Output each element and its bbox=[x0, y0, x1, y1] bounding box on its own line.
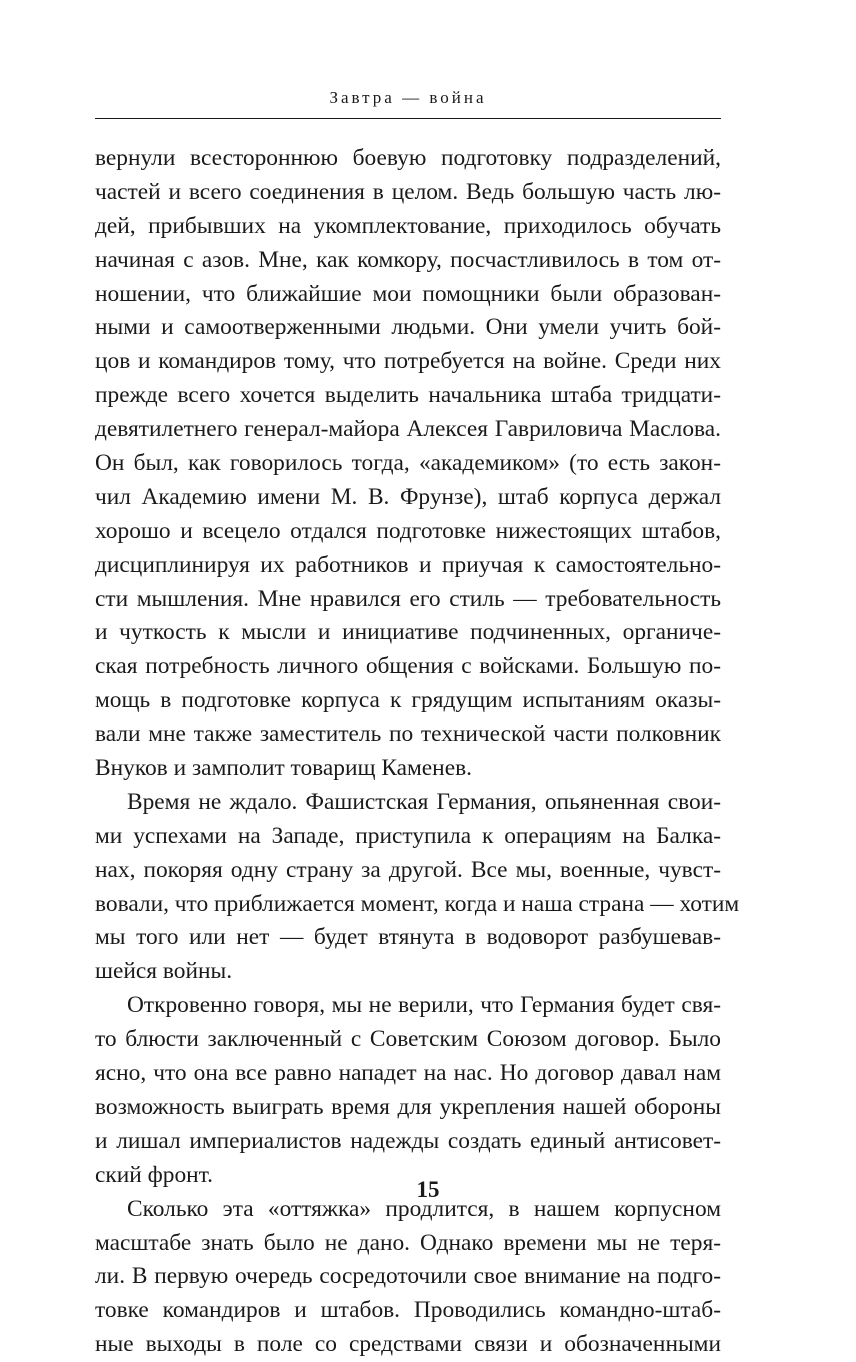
text-line: ношении, что ближайшие мои помощники были образован- bbox=[95, 280, 721, 307]
text-line: вовали, что приближается момент, когда и наша страна — хотим bbox=[95, 890, 740, 917]
paragraph bbox=[95, 786, 740, 989]
paragraph bbox=[95, 142, 721, 786]
text-line: прежде всего хочется выделить начальника штаба тридцати- bbox=[95, 382, 721, 409]
text-line: ными и самоотверженными людьми. Они умели учить бой- bbox=[95, 314, 721, 341]
text-line: товке командиров и штабов. Проводились командно-штаб- bbox=[95, 1297, 721, 1324]
text-line: частей и всего соединения в целом. Ведь большую часть лю- bbox=[95, 178, 721, 205]
text-line: возможность выиграть время для укрепления нашей обороны bbox=[95, 1093, 721, 1120]
text-line: и лишал империалистов надежды создать единый антисовет- bbox=[95, 1127, 721, 1154]
text-line: Внуков и замполит товарищ Каменев. bbox=[95, 755, 472, 782]
text-line: и чуткость к мысли и инициативе подчиненных, органиче- bbox=[95, 619, 721, 646]
text-line: ми успехами на Западе, приступила к операциям на Балка- bbox=[95, 822, 721, 849]
text-line: Откровенно говоря, мы не верили, что Германия будет свя- bbox=[127, 992, 721, 1019]
paragraph bbox=[95, 1193, 721, 1362]
text-line: ский фронт. bbox=[95, 1161, 214, 1188]
text-line: нах, покоряя одну страну за другой. Все мы, военные, чувст- bbox=[95, 856, 721, 883]
text-line: дисциплинируя их работников и приучая к самостоятельно- bbox=[95, 551, 721, 578]
header-rule bbox=[95, 118, 721, 119]
text-line: Он был, как говорилось тогда, «академиком» (то есть закон- bbox=[95, 450, 721, 477]
text-line: ли. В первую очередь сосредоточили свое внимание на подго- bbox=[95, 1263, 721, 1290]
text-line: Время не ждало. Фашистская Германия, опьяненная свои- bbox=[127, 788, 721, 815]
text-line: вали мне также заместитель по технической части полковник bbox=[95, 721, 721, 748]
text-line: девятилетнего генерал-майора Алексея Гавриловича Маслова. bbox=[95, 416, 721, 443]
text-line: то блюсти заключенный с Советским Союзом договор. Было bbox=[95, 1026, 721, 1053]
text-line: ясно, что она все равно нападет на нас. Но договор давал нам bbox=[95, 1060, 721, 1087]
text-line: сти мышления. Мне нравился его стиль — требовательность bbox=[95, 585, 721, 612]
page-number: 15 bbox=[416, 1177, 440, 1202]
text-line: чил Академию имени М. В. Фрунзе), штаб корпуса держал bbox=[95, 483, 721, 510]
text-line: вернули всестороннюю боевую подготовку подразделений, bbox=[95, 145, 721, 171]
text-line: начиная с азов. Мне, как комкору, посчастливилось в том от- bbox=[95, 246, 721, 273]
running-header: Завтра — война bbox=[329, 88, 487, 107]
text-line: мы того или нет — будет втянута в водоворот разбушевав- bbox=[95, 924, 721, 951]
text-line: ская потребность личного общения с войсками. Большую по- bbox=[95, 653, 721, 680]
text-line: Сколько эта «оттяжка» продлится, в нашем корпусном bbox=[127, 1195, 721, 1222]
text-line: цов и командиров тому, что потребуется на войне. Среди них bbox=[95, 348, 721, 375]
text-line: шейся войны. bbox=[95, 958, 233, 985]
text-line: масштабе знать было не дано. Однако времени мы не теря- bbox=[95, 1229, 721, 1256]
paragraph bbox=[95, 989, 721, 1192]
text-line: мощь в подготовке корпуса к грядущим испытаниям оказы- bbox=[95, 687, 721, 714]
text-line: ные выходы в поле со средствами связи и обозначенными bbox=[95, 1331, 721, 1358]
text-line: хорошо и всецело отдался подготовке нижестоящих штабов, bbox=[95, 517, 721, 544]
text-line: дей, прибывших на укомплектование, приходилось обучать bbox=[95, 212, 721, 239]
